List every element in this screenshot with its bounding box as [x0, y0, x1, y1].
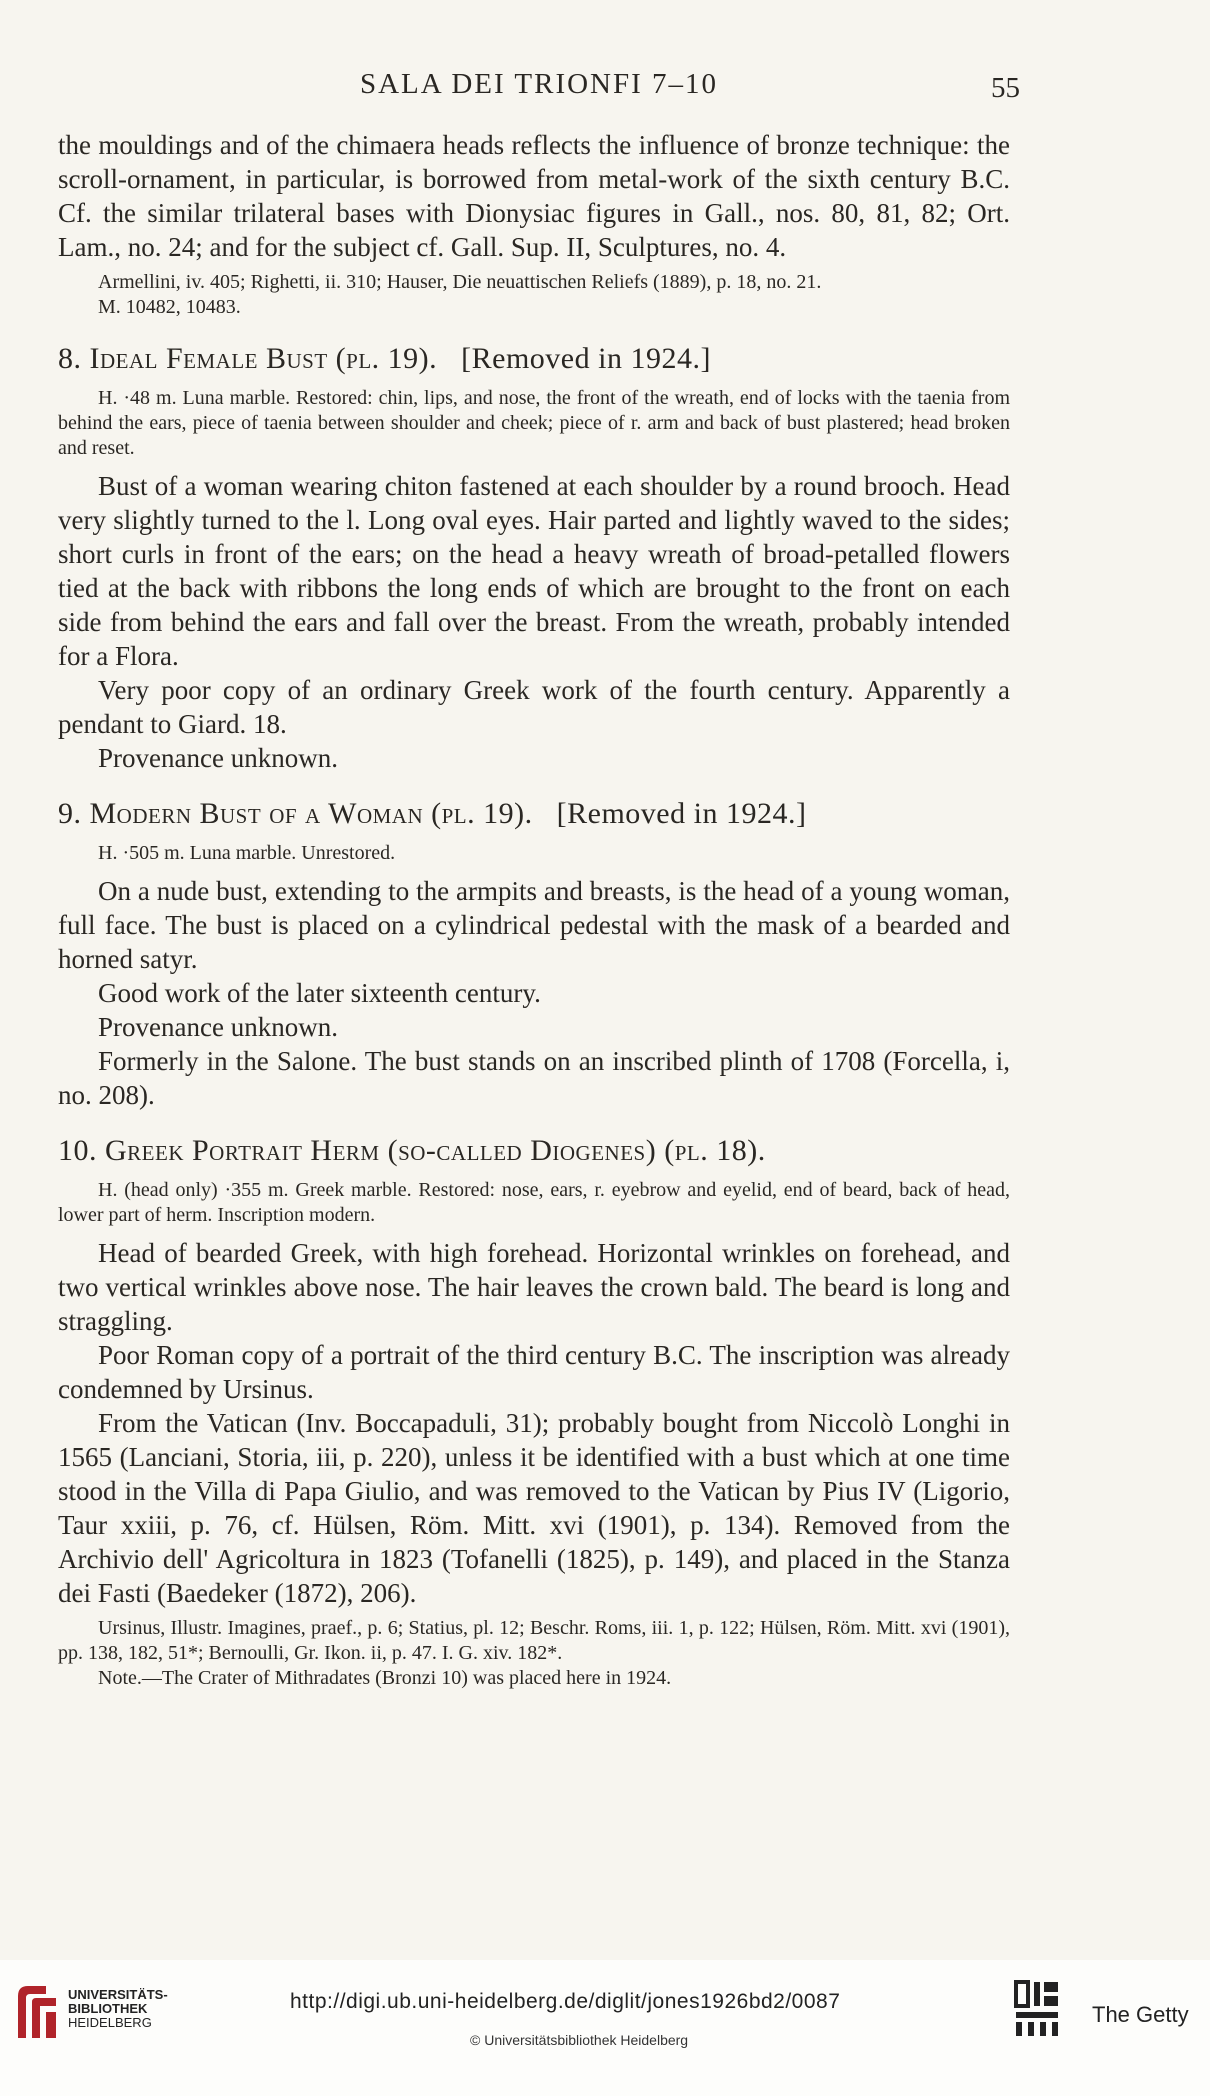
- entry-10-assessment: Poor Roman copy of a portrait of the third century B.C. The inscription was already condemned by Ursinus.: [58, 1340, 1010, 1404]
- library-name-line-2: BIBLIOTHEK: [68, 2001, 148, 2016]
- entry-8-assessment: Very poor copy of an ordinary Greek work of the fourth century. Apparently a pendant to Giard. 18.: [58, 675, 1010, 739]
- entry-8-description: Bust of a woman wearing chiton fastened at each shoulder by a round brooch. Head very slightly turned to the l. Long oval eyes. Hair parted and lightly waved to the sides; short curls in front of the ears; on the head a heavy wreath of broad-petalled flowers tied at the back with ribbons the long ends of which are brought to the front on each side from behind the ears and fall over the breast. From the wreath, probably intended for a Flora.: [58, 471, 1010, 671]
- entry-8-provenance: Provenance unknown.: [98, 743, 338, 773]
- permalink-url[interactable]: http://digi.ub.uni-heidelberg.de/diglit/jones1926bd2/0087: [290, 1990, 841, 2013]
- entry-9-assessment: Good work of the later sixteenth century.: [98, 978, 541, 1008]
- getty-logo-icon: [1012, 1978, 1062, 2038]
- running-head: SALA DEI TRIONFI 7–10: [359, 68, 719, 100]
- entry-8-heading: [58, 340, 1010, 378]
- copyright-notice: © Universitätsbibliothek Heidelberg: [470, 2032, 689, 2048]
- intro-references: Armellini, iv. 405; Righetti, ii. 310; Hauser, Die neuattischen Reliefs (1889), p. 18, no. 21.: [98, 271, 822, 293]
- library-name-line-3: HEIDELBERG: [68, 2015, 152, 2030]
- intro-paragraph: the mouldings and of the chimaera heads reflects the influence of bronze technique: the scroll-ornament, in particular, is borrowed from metal-work of the sixth century B.C. Cf. the similar trilateral bases with Dionysiac figures in Gall., nos. 80, 81, 82; Ort. Lam., no. 24; and for the subject cf. Gall. Sup. II, Sculptures, no. 4.: [58, 130, 1010, 262]
- viewer-footer: [0, 1960, 1210, 2096]
- entry-10-references: Ursinus, Illustr. Imagines, praef., p. 6; Statius, pl. 12; Beschr. Roms, iii. 1, p. 122; Hülsen, Röm. Mitt. xvi (1901), pp. 138, 182, 51*; Bernoulli, Gr. Ikon. ii, p. 47. I. G. xiv. 182*.: [58, 1617, 1010, 1664]
- page-header: [58, 62, 1020, 112]
- page-body: [58, 128, 1010, 1691]
- library-name-line-1: UNIVERSITÄTS-: [68, 1987, 168, 2002]
- university-library-name: [68, 1988, 168, 2030]
- entry-10-note: Note.—The Crater of Mithradates (Bronzi 10) was placed here in 1924.: [98, 1667, 672, 1689]
- entry-10-heading: [58, 1132, 1010, 1170]
- entry-10-history: From the Vatican (Inv. Boccapaduli, 31); probably bought from Niccolò Longhi in 1565 (Lanciani, Storia, iii, p. 220), unless it be identified with a bust which at one time stood in the Villa di Papa Giulio, and was removed to the Vatican by Pius IV (Ligorio, Taur xxiii, p. 76, cf. Hülsen, Röm. Mitt. xvi (1901), p. 134). Removed from the Archivio dell' Agricoltura in 1823 (Tofanelli (1825), p. 149), and placed in the Stanza dei Fasti (Baedeker (1872), 206).: [58, 1408, 1010, 1608]
- entry-9-description: On a nude bust, extending to the armpits and breasts, is the head of a young woman, full face. The bust is placed on a cylindrical pedestal with the mask of a bearded and horned satyr.: [58, 876, 1010, 974]
- entry-9-title: 9. Modern Bust of a Woman (pl. 19).: [58, 797, 533, 830]
- entry-9-removed-note: [Removed in 1924.]: [556, 797, 807, 830]
- university-library-logo-icon: [12, 1982, 62, 2042]
- page-number: 55: [991, 72, 1020, 104]
- entry-8-title: 8. Ideal Female Bust (pl. 19).: [58, 342, 438, 375]
- entry-8-removed-note: [Removed in 1924.]: [461, 342, 711, 375]
- entry-8-details: H. ·48 m. Luna marble. Restored: chin, lips, and nose, the front of the wreath, end of locks with the taenia from behind the ears, piece of taenia between shoulder and cheek; piece of r. arm and back of bust plastered; head broken and reset.: [58, 387, 1010, 459]
- entry-10-details: H. (head only) ·355 m. Greek marble. Restored: nose, ears, r. eyebrow and eyelid, end of beard, back of head, lower part of herm. Inscription modern.: [58, 1179, 1010, 1226]
- getty-name: The Getty: [1092, 2002, 1189, 2027]
- entry-9-history: Formerly in the Salone. The bust stands on an inscribed plinth of 1708 (Forcella, i, no. 208).: [58, 1046, 1010, 1110]
- intro-museum-numbers: M. 10482, 10483.: [98, 296, 241, 318]
- entry-9-provenance: Provenance unknown.: [98, 1012, 338, 1042]
- entry-9-details: H. ·505 m. Luna marble. Unrestored.: [98, 842, 396, 864]
- entry-10-description: Head of bearded Greek, with high forehead. Horizontal wrinkles on forehead, and two vertical wrinkles above nose. The hair leaves the crown bald. The beard is long and straggling.: [58, 1238, 1010, 1336]
- entry-10-title: 10. Greek Portrait Herm (so-called Diogenes) (pl. 18).: [58, 1134, 766, 1167]
- entry-9-heading: [58, 795, 1010, 833]
